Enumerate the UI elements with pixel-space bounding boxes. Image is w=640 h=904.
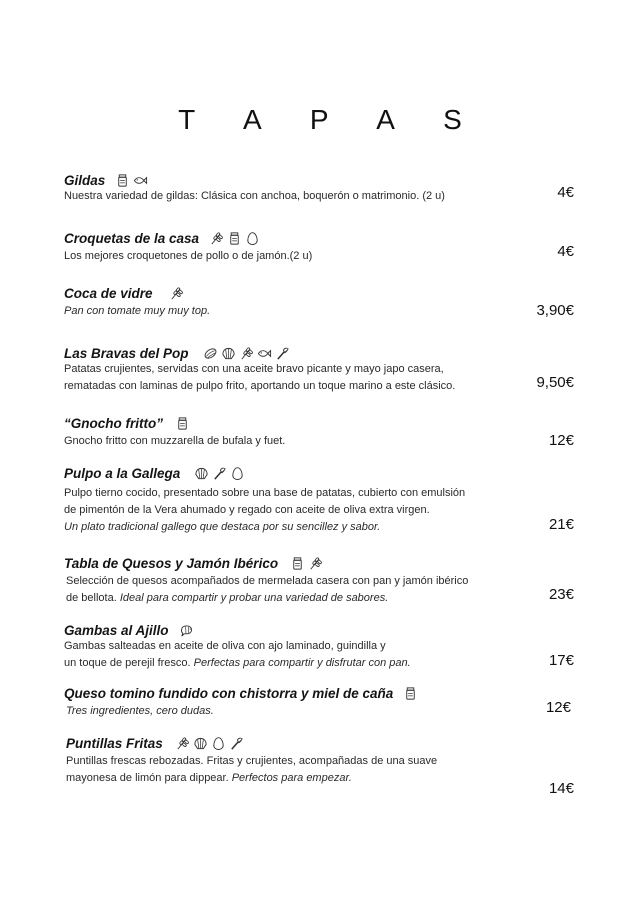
item-name-row [64, 466, 245, 481]
description-line: Los mejores croquetones de pollo o de jamón.(2 u) [64, 250, 313, 262]
item-description [66, 703, 536, 720]
egg-icon [211, 736, 226, 751]
description-line: Patatas crujientes, servidas con una aceite bravo picante y mayo japo casera, [64, 363, 444, 375]
item-name: Coca de vidre [64, 286, 153, 301]
allergen-icons [179, 623, 194, 638]
description-line: Tres ingredientes, cero dudas. [66, 705, 214, 717]
item-name-row [66, 736, 244, 751]
description-line: Pan con tomate muy muy top. [64, 305, 211, 317]
item-name: “Gnocho fritto” [64, 416, 163, 431]
description-line [66, 770, 536, 787]
celery-icon [275, 346, 290, 361]
allergen-icons [115, 173, 148, 188]
celery-icon [212, 466, 227, 481]
item-price: 4€ [557, 184, 574, 201]
item-name: Queso tomino fundido con chistorra y miel de caña [64, 686, 394, 701]
allergen-icons [169, 286, 184, 301]
item-description [64, 361, 534, 395]
item-name-row [64, 173, 148, 188]
wheat-icon [175, 736, 190, 751]
item-name: Pulpo a la Gallega [64, 466, 181, 481]
allergen-icons [403, 686, 418, 701]
fish-icon [133, 173, 148, 188]
item-name: Croquetas de la casa [64, 231, 200, 246]
item-description [64, 485, 534, 536]
item-name-row [64, 416, 190, 431]
item-description [64, 188, 534, 205]
allergen-icons [175, 736, 244, 751]
description-line: Gambas salteadas en aceite de oliva con ajo laminado, guindilla y [64, 640, 386, 652]
item-name: Gambas al Ajillo [64, 623, 169, 638]
jar-icon [290, 556, 305, 571]
celery-icon [229, 736, 244, 751]
shell-icon [194, 466, 209, 481]
wheat-icon [209, 231, 224, 246]
description-line: Selección de quesos acompañados de mermelada casera con pan y jamón ibérico [66, 575, 469, 587]
item-description [64, 433, 534, 450]
item-name-row [64, 231, 260, 246]
item-name-row [64, 623, 194, 638]
allergen-icons [194, 466, 245, 481]
wheat-icon [239, 346, 254, 361]
description-text: de bellota. [66, 592, 120, 604]
item-price: 12€ [545, 699, 571, 716]
wheat-icon [308, 556, 323, 571]
item-price: 14€ [548, 780, 574, 797]
item-description [66, 753, 536, 787]
description-text: mayonesa de limón para dippear. [66, 772, 232, 784]
wheat-icon [169, 286, 184, 301]
description-text-italic: Perfectas para compartir y disfrutar con pan. [193, 657, 411, 669]
description-text-italic: Ideal para compartir y probar una variedad de sabores. [119, 592, 389, 604]
shrimp-icon [179, 623, 194, 638]
jar-icon [115, 173, 130, 188]
item-name-row [64, 346, 290, 361]
item-price: 4€ [557, 243, 574, 260]
egg-icon [230, 466, 245, 481]
description-line: rematadas con laminas de pulpo frito, aportando un toque marino a este clásico. [64, 380, 456, 392]
item-description [66, 573, 536, 607]
description-line: Pulpo tierno cocido, presentado sobre una base de patatas, cubierto con emulsión [64, 487, 466, 499]
item-description [64, 248, 534, 265]
jar-icon [403, 686, 418, 701]
item-name: Puntillas Fritas [66, 736, 163, 751]
item-price: 9,50€ [536, 374, 574, 391]
allergen-icons [203, 346, 290, 361]
item-price: 12€ [548, 432, 574, 449]
shell-icon [221, 346, 236, 361]
item-name-row [64, 286, 184, 301]
description-line: de pimentón de la Vera ahumado y regado con aceite de oliva extra virgen. [64, 504, 430, 516]
item-name-row [64, 686, 418, 701]
description-line: Un plato tradicional gallego que destaca por su sencillez y sabor. [64, 521, 381, 533]
description-line [64, 655, 534, 672]
item-name: Tabla de Quesos y Jamón Ibérico [64, 556, 279, 571]
item-name-row [64, 556, 323, 571]
description-text: un toque de perejil fresco. [64, 657, 194, 669]
item-description [64, 303, 534, 320]
item-name: Gildas [64, 173, 106, 188]
mussel-icon [203, 346, 218, 361]
jar-icon [175, 416, 190, 431]
item-description [64, 638, 534, 672]
description-line: Gnocho fritto con muzzarella de bufala y fuet. [64, 435, 286, 447]
description-line: Puntillas frescas rebozadas. Fritas y crujientes, acompañadas de una suave [66, 755, 438, 767]
jar-icon [227, 231, 242, 246]
item-price: 21€ [548, 516, 574, 533]
item-name: Las Bravas del Pop [64, 346, 189, 361]
page-title: T A P A S [178, 104, 483, 135]
item-price: 23€ [548, 586, 574, 603]
item-price: 17€ [548, 652, 574, 669]
allergen-icons [209, 231, 260, 246]
allergen-icons [290, 556, 323, 571]
egg-icon [245, 231, 260, 246]
shell-icon [193, 736, 208, 751]
fish-icon [257, 346, 272, 361]
item-price: 3,90€ [536, 302, 574, 319]
description-line [66, 590, 536, 607]
description-text-italic: Perfectos para empezar. [231, 772, 352, 784]
allergen-icons [175, 416, 190, 431]
description-line: Nuestra variedad de gildas: Clásica con anchoa, boquerón o matrimonio. (2 u) [64, 190, 445, 202]
